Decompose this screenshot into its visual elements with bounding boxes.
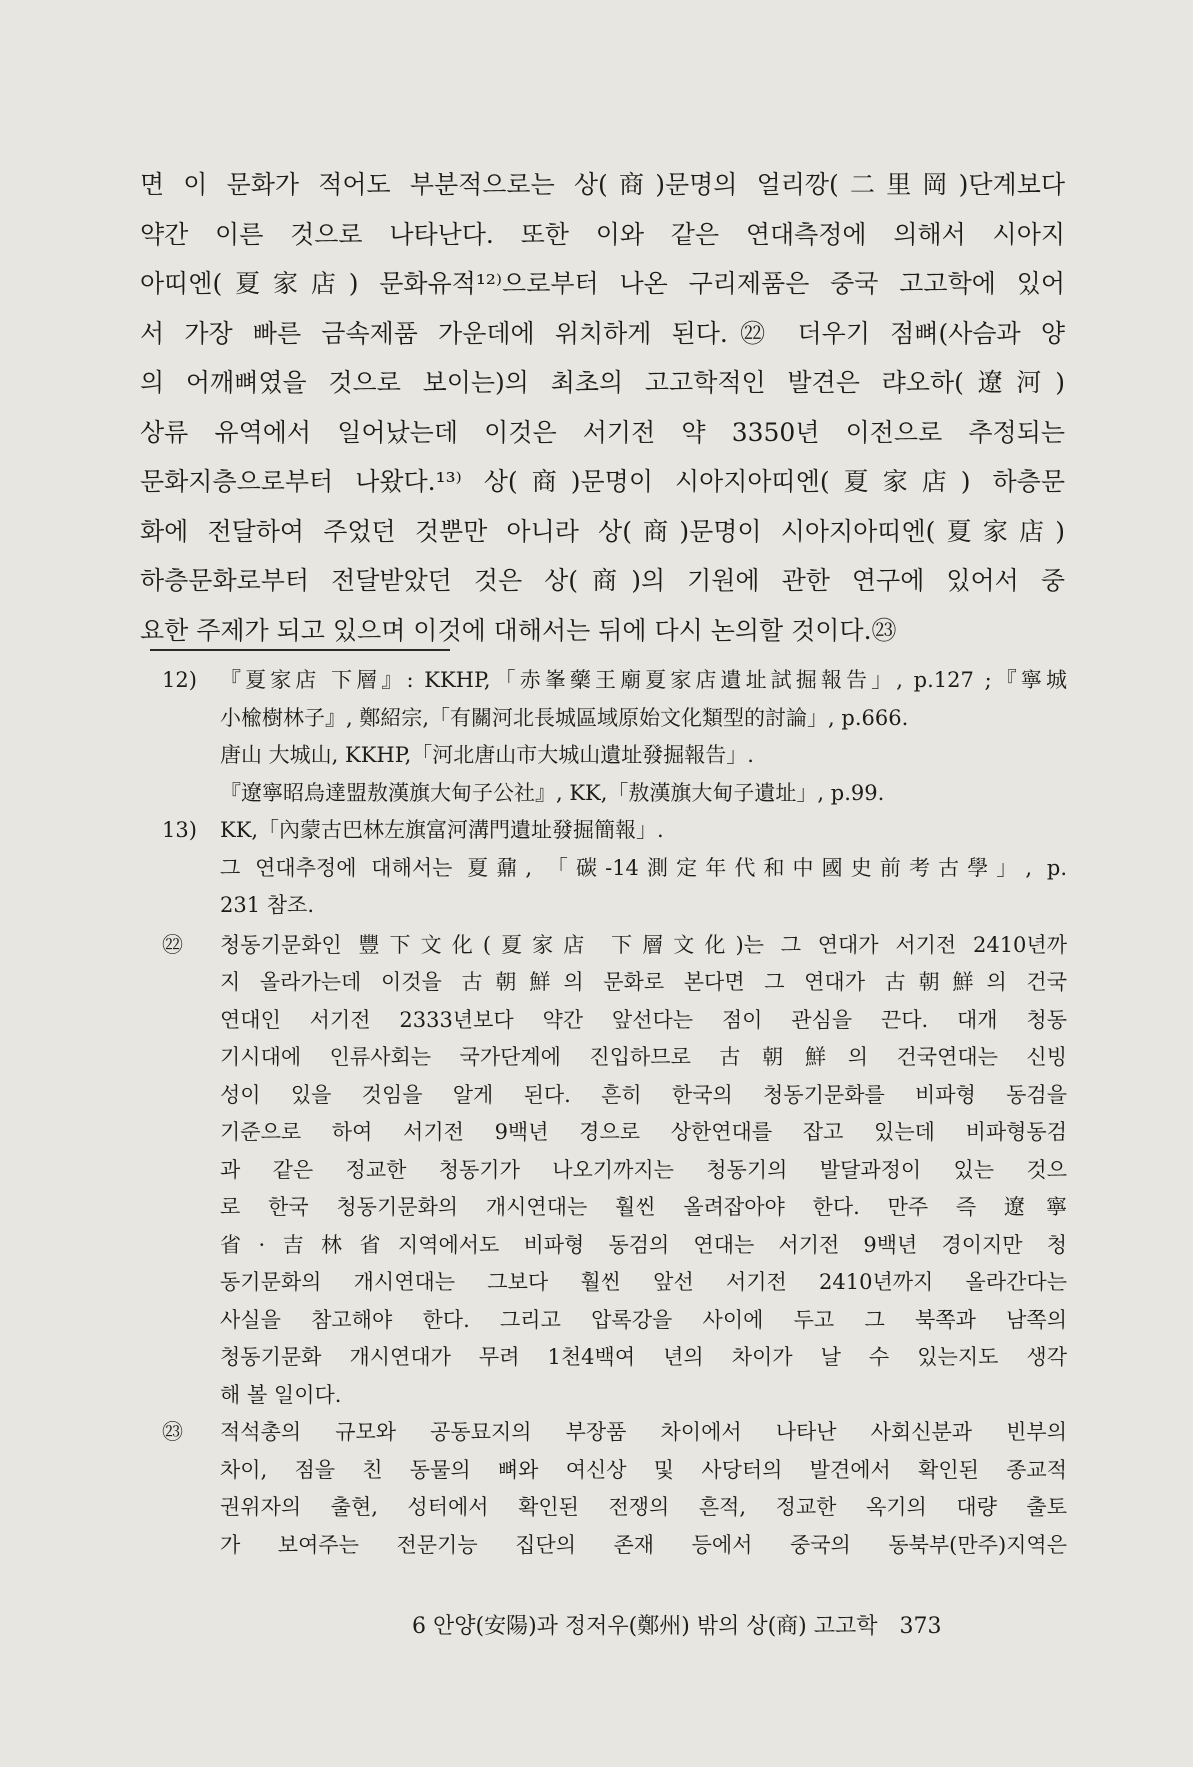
endnote-marker: ㉓ [162, 1420, 183, 1444]
footnote-line: KK,「內蒙古巴林左旗富河溝門遺址發掘簡報」. [220, 818, 664, 842]
body-line: 서 가장 빠른 금속제품 가운데에 위치하게 된다.㉒ 더우기 점뼈(사슴과 양 [140, 318, 1065, 348]
endnote-23 [162, 1414, 1067, 1564]
body-line: 면 이 문화가 적어도 부분적으로는 상(商)문명의 얼리깡(二里岡)단계보다 [140, 170, 1065, 199]
endnote-marker: ㉒ [162, 932, 183, 957]
endnote-line: 연대인 서기전 2333년보다 약간 앞선다는 점이 관심을 끈다. 대개 청동 [220, 1007, 1067, 1032]
footnote-marker: 12) [162, 668, 197, 692]
footnote-line: 『遼寧昭烏達盟敖漢旗大甸子公社』, KK,「敖漢旗大甸子遺址」, p.99. [220, 780, 885, 805]
body-line: 하층문화로부터 전달받았던 것은 상(商)의 기원에 관한 연구에 있어서 중 [140, 566, 1065, 595]
endnote-line: 로 한국 청동기문화의 개시연대는 훨씬 올려잡아야 한다. 만주 즉 遼寧 [220, 1195, 1067, 1219]
footnote-marker: 13) [162, 818, 197, 842]
endnote-line: 기준으로 하여 서기전 9백년 경으로 상한연대를 잡고 있는데 비파형동검 [220, 1120, 1067, 1144]
footnote-line: 231 참조. [220, 893, 315, 917]
page-number: 373 [899, 1614, 942, 1639]
endnote-line: 청동기문화 개시연대가 무려 1천4백여 년의 차이가 날 수 있는지도 생각 [220, 1345, 1067, 1369]
endnote-line: 가 보여주는 전문기능 집단의 존재 등에서 중국의 동북부(만주)지역은 [220, 1532, 1067, 1557]
endnote-line: 차이, 점을 친 동물의 뼈와 여신상 및 사당터의 발견에서 확인된 종교적 [220, 1457, 1067, 1482]
body-line: 아띠엔(夏家店) 문화유적¹²⁾으로부터 나온 구리제품은 중국 고고학에 있어 [140, 269, 1065, 298]
footnote-12 [162, 662, 1067, 812]
body-line: 의 어깨뼈였을 것으로 보이는)의 최초의 고고학적인 발견은 랴오하(遼河) [140, 368, 1065, 397]
endnote-line: 성이 있을 것임을 알게 된다. 흔히 한국의 청동기문화를 비파형 동검을 [220, 1082, 1067, 1107]
endnote-line: 과 같은 정교한 청동기가 나오기까지는 청동기의 발달과정이 있는 것으 [220, 1157, 1067, 1182]
endnote-line: 적석총의 규모와 공동묘지의 부장품 차이에서 나타난 사회신분과 빈부의 [220, 1420, 1067, 1444]
body-line: 문화지층으로부터 나왔다.¹³⁾ 상(商)문명이 시아지아띠엔(夏家店) 하층문 [140, 467, 1065, 496]
page-footer [412, 1612, 1062, 1642]
endnote-22 [162, 927, 1067, 1415]
endnote-line: 청동기문화인 豐下文化(夏家店 下層文化)는 그 연대가 서기전 2410년까 [220, 932, 1067, 957]
running-title: 6 안양(安陽)과 정저우(鄭州) 밖의 상(商) 고고학 [412, 1614, 878, 1639]
endnote-line: 해 볼 일이다. [220, 1382, 342, 1407]
footnote-line: 『夏家店 下層』: KKHP,「赤峯藥王廟夏家店遺址試掘報告」, p.127 ;『寧城 [220, 668, 1067, 692]
footnote-divider [150, 649, 450, 651]
body-text [140, 160, 1065, 655]
body-line: 상류 유역에서 일어났는데 이것은 서기전 약 3350년 이전으로 추정되는 [140, 417, 1065, 447]
footnote-line: 小楡樹林子』, 鄭紹宗,「有關河北長城區域原始文化類型的討論」, p.666. [220, 705, 909, 730]
endnote-line: 지 올라가는데 이것을 古朝鮮의 문화로 본다면 그 연대가 古朝鮮의 건국 [220, 970, 1067, 994]
endnote-line: 사실을 참고해야 한다. 그리고 압록강을 사이에 두고 그 북쪽과 남쪽의 [220, 1307, 1067, 1332]
endnote-line: 권위자의 출현, 성터에서 확인된 전쟁의 흔적, 정교한 옥기의 대량 출토 [220, 1495, 1067, 1519]
footnote-line: 그 연대추정에 대해서는 夏鼐, 「碳-14測定年代和中國史前考古學」, p. [220, 855, 1067, 880]
body-line: 약간 이른 것으로 나타난다. 또한 이와 같은 연대측정에 의해서 시아지 [140, 219, 1065, 249]
body-line: 요한 주제가 되고 있으며 이것에 대해서는 뒤에 다시 논의할 것이다.㉓ [140, 615, 897, 645]
endnote-line: 省·吉林省지역에서도 비파형 동검의 연대는 서기전 9백년 경이지만 청 [220, 1232, 1067, 1257]
body-line: 화에 전달하여 주었던 것뿐만 아니라 상(商)문명이 시아지아띠엔(夏家店) [140, 516, 1065, 546]
notes-section [162, 662, 1067, 1564]
footnote-line: 唐山 大城山, KKHP,「河北唐山市大城山遺址發掘報告」. [220, 743, 754, 767]
endnote-line: 동기문화의 개시연대는 그보다 훨씬 앞선 서기전 2410년까지 올라간다는 [220, 1270, 1067, 1294]
endnote-line: 기시대에 인류사회는 국가단계에 진입하므로 古朝鮮의 건국연대는 신빙 [220, 1045, 1067, 1069]
footnote-13 [162, 812, 1067, 925]
